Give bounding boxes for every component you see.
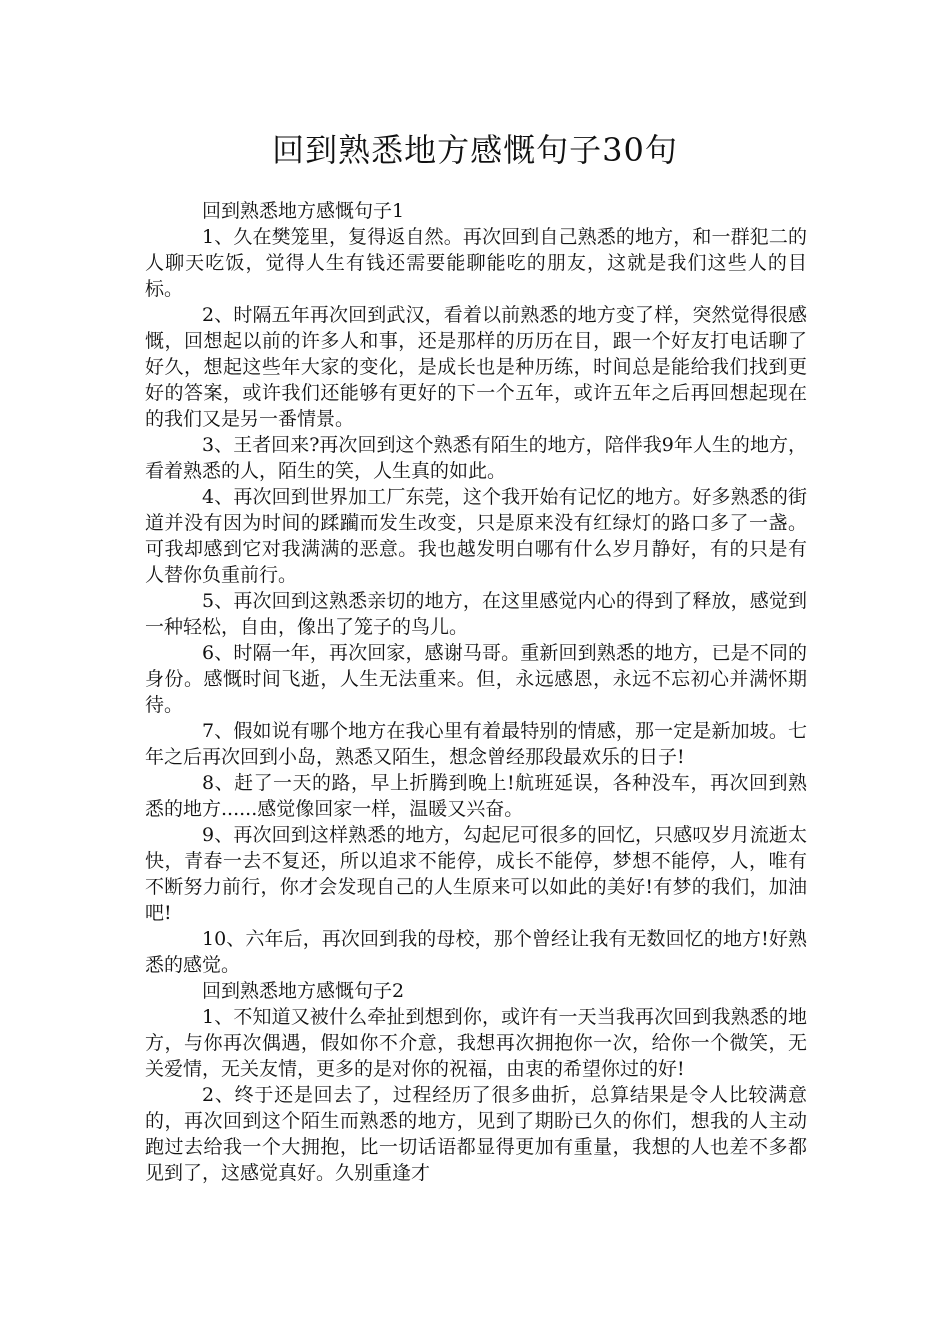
section-heading: 回到熟悉地方感慨句子2 — [202, 980, 405, 1002]
paragraph: 1、久在樊笼里，复得返自然。再次回到自己熟悉的地方，和一群犯二的人聊天吃饭，觉得人生有钱还需要能聊能吃的朋友，这就是我们这些人的目标。 — [145, 226, 807, 300]
section-heading: 回到熟悉地方感慨句子1 — [202, 200, 405, 222]
paragraph: 10、六年后，再次回到我的母校，那个曾经让我有无数回忆的地方!好熟悉的感觉。 — [145, 928, 807, 976]
paragraph: 2、时隔五年再次回到武汉，看着以前熟悉的地方变了样，突然觉得很感慨，回想起以前的许多人和事，还是那样的历历在目，跟一个好友打电话聊了好久，想起这些年大家的变化，是成长也是种历练，时间总是能给我们找到更好的答案，或许我们还能够有更好的下一个五年，或许五年之后再回想起现在的我们又是另一番情景。 — [145, 304, 807, 430]
paragraph: 4、再次回到世界加工厂东莞，这个我开始有记忆的地方。好多熟悉的街道并没有因为时间的蹂躏而发生改变，只是原来没有红绿灯的路口多了一盏。可我却感到它对我满满的恶意。我也越发明白哪有什么岁月静好，有的只是有人替你负重前行。 — [145, 486, 807, 586]
paragraph: 2、终于还是回去了，过程经历了很多曲折，总算结果是令人比较满意的，再次回到这个陌生而熟悉的地方，见到了期盼已久的你们，想我的人主动跑过去给我一个大拥抱，比一切话语都显得更加有重量，我想的人也差不多都见到了，这感觉真好。久别重逢才 — [145, 1084, 807, 1184]
document-title: 回到熟悉地方感慨句子30句 — [272, 131, 678, 169]
document-body — [145, 198, 807, 1186]
paragraph: 6、时隔一年，再次回家，感谢马哥。重新回到熟悉的地方，已是不同的身份。感慨时间飞逝，人生无法重来。但，永远感恩，永远不忘初心并满怀期待。 — [145, 642, 807, 716]
paragraph: 8、赶了一天的路，早上折腾到晚上!航班延误，各种没车，再次回到熟悉的地方......感觉像回家一样，温暖又兴奋。 — [145, 772, 807, 820]
paragraph: 5、再次回到这熟悉亲切的地方，在这里感觉内心的得到了释放，感觉到一种轻松，自由，像出了笼子的鸟儿。 — [145, 590, 807, 638]
paragraph: 1、不知道又被什么牵扯到想到你，或许有一天当我再次回到我熟悉的地方，与你再次偶遇，假如你不介意，我想再次拥抱你一次，给你一个微笑，无关爱情，无关友情，更多的是对你的祝福，由衷的希望你过的好! — [145, 1006, 807, 1080]
paragraph: 3、王者回来?再次回到这个熟悉有陌生的地方，陪伴我9年人生的地方，看着熟悉的人，陌生的笑，人生真的如此。 — [145, 434, 807, 482]
paragraph: 9、再次回到这样熟悉的地方，勾起尼可很多的回忆，只感叹岁月流逝太快，青春一去不复还，所以追求不能停，成长不能停，梦想不能停，人，唯有不断努力前行，你才会发现自己的人生原来可以如此的美好!有梦的我们，加油吧! — [145, 824, 807, 924]
paragraph: 7、假如说有哪个地方在我心里有着最特别的情感，那一定是新加坡。七年之后再次回到小岛，熟悉又陌生，想念曾经那段最欢乐的日子! — [145, 720, 807, 768]
